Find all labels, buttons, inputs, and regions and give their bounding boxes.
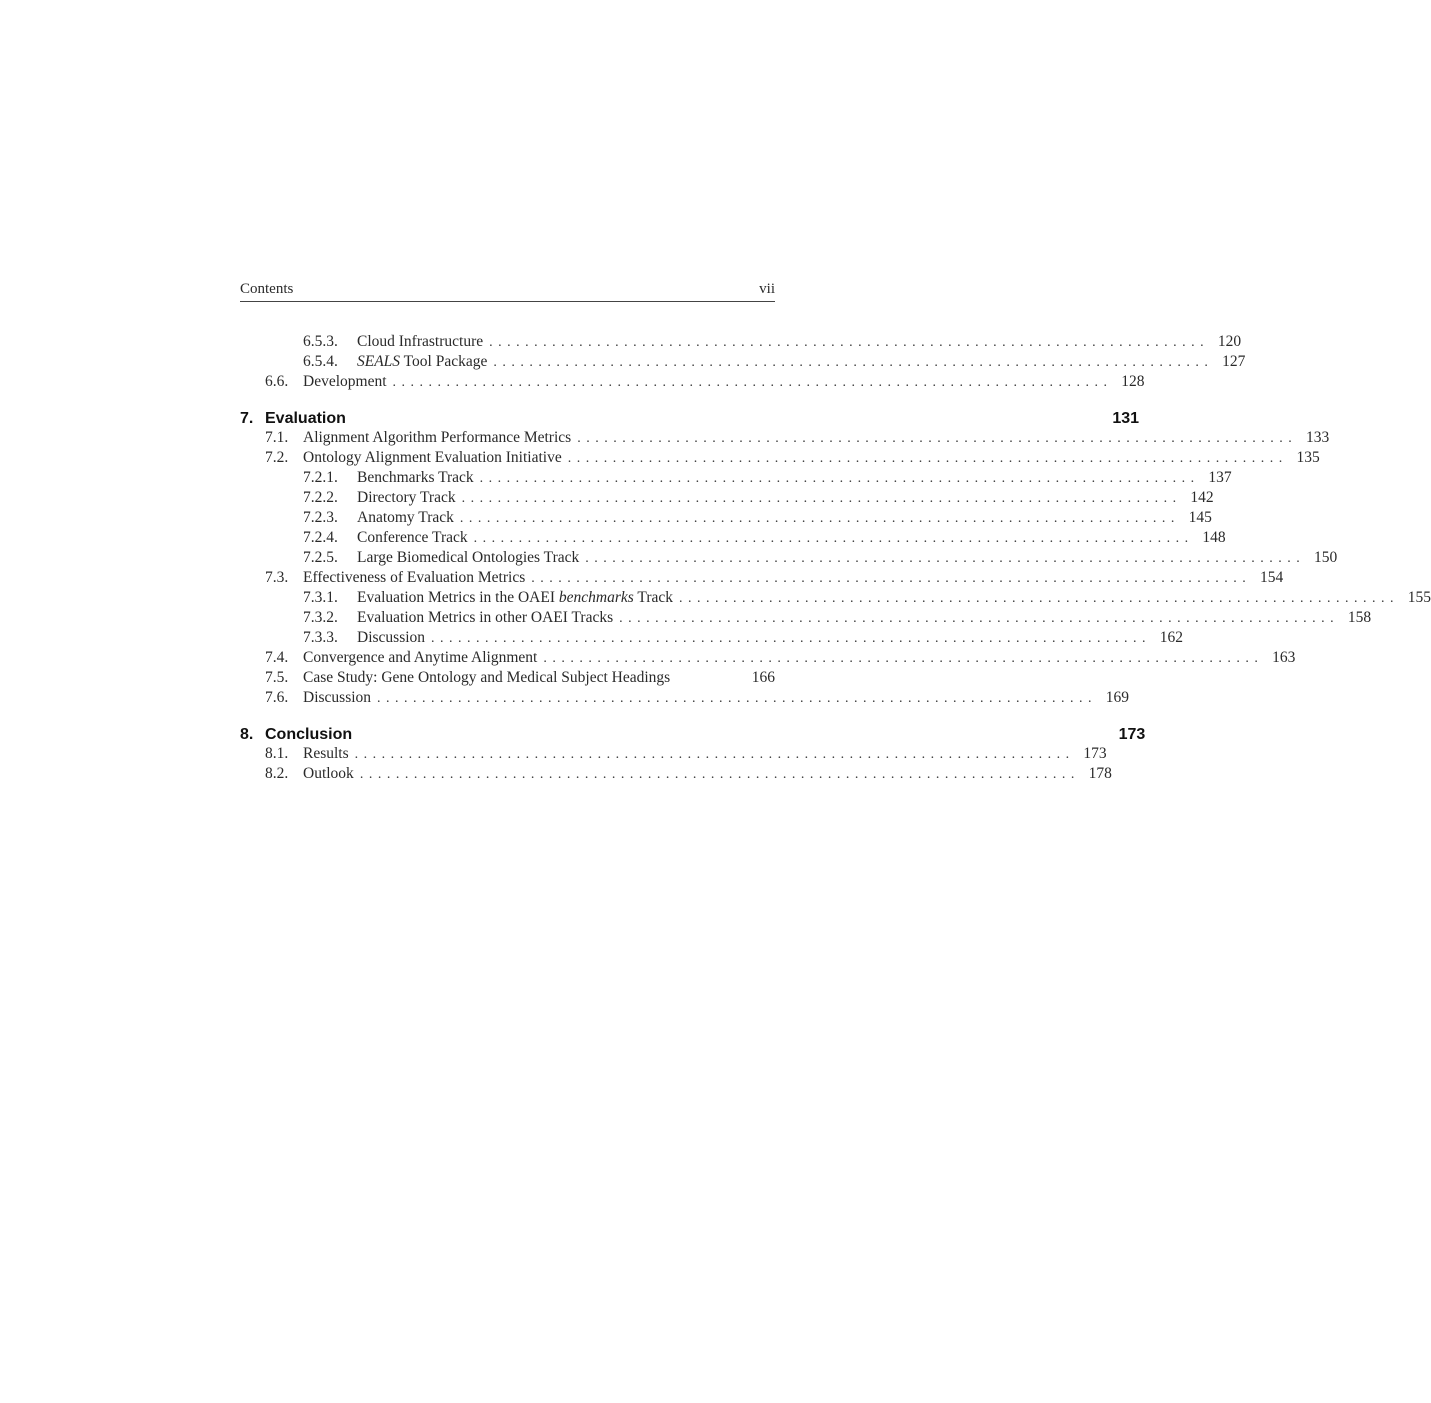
toc-title-emphasis: SEALS [357,353,401,370]
toc-page-number: 137 [1208,469,1232,486]
toc-entry[interactable] [265,448,1320,468]
toc-number: 7.2. [265,449,289,466]
toc-number: 8.1. [265,745,289,762]
toc-number: 7.3.2. [303,609,338,626]
toc-title: SEALS Tool Package [357,353,488,370]
toc-title: Evaluation Metrics in the OAEI benchmarks Track [357,589,673,606]
toc-entry[interactable] [265,764,1112,784]
toc-entry[interactable] [265,428,1330,448]
dot-leader: ................................................................................ [679,591,1399,606]
toc-entry[interactable] [265,372,1145,392]
toc-number: 7. [240,410,254,427]
toc-entry[interactable] [303,468,1232,488]
running-header [240,281,775,302]
dot-leader: ................................................................................ [619,611,1340,626]
toc-number: 6.5.3. [303,333,338,350]
toc-entry[interactable] [265,648,1296,668]
toc-page-number: 127 [1222,353,1246,370]
toc-title: Conference Track [357,529,468,546]
toc-number: 7.6. [265,689,289,706]
toc-number: 8. [240,726,254,743]
toc-entry[interactable] [265,688,1130,708]
toc-title: Cloud Infrastructure [357,333,484,350]
toc-page-number: 145 [1188,509,1212,526]
toc-chapter[interactable] [240,724,1146,744]
toc-page-number: 133 [1305,429,1330,446]
toc-title: Convergence and Anytime Alignment [303,649,538,666]
toc-chapter[interactable] [240,408,1140,428]
toc-entry[interactable] [303,608,1372,628]
toc-number: 7.3. [265,569,289,586]
toc-title: Alignment Algorithm Performance Metrics [303,429,572,446]
toc-entry[interactable] [303,628,1184,648]
toc-entry[interactable] [303,528,1226,548]
toc-page-number: 148 [1202,529,1226,546]
toc-entry[interactable] [303,548,1338,568]
toc-page-number: 158 [1347,609,1372,626]
toc-title: Anatomy Track [357,509,454,526]
dot-leader: ................................................................................ [479,471,1200,486]
toc-title: Directory Track [357,489,456,506]
dot-leader: ................................................................................ [585,551,1306,566]
toc-page-number: 131 [1112,410,1140,427]
dot-leader: ................................................................................ [531,571,1252,586]
dot-leader: ................................................................................ [459,511,1180,526]
dot-leader: ................................................................................ [543,651,1264,666]
toc-title: Large Biomedical Ontologies Track [357,549,580,566]
dot-leader: ................................................................................ [431,631,1152,646]
toc-page-number: 142 [1190,489,1214,506]
toc-page-number: 135 [1296,449,1320,466]
toc-entry[interactable] [303,508,1212,528]
toc-number: 7.1. [265,429,289,446]
toc-page-number: 173 [1118,726,1146,743]
toc-title: Evaluation Metrics in other OAEI Tracks [357,609,614,626]
dot-leader: ................................................................................ [567,451,1288,466]
toc-page-number: 155 [1407,589,1431,606]
toc-title-emphasis: benchmarks [558,589,634,606]
toc-entry[interactable] [303,488,1214,508]
toc-number: 8.2. [265,765,289,782]
running-header-title: Contents [240,281,294,297]
toc-entry[interactable] [303,352,1246,372]
toc-page-number: 150 [1314,549,1338,566]
toc-title: Development [303,373,387,390]
dot-leader: ................................................................................ [359,767,1080,782]
toc-number: 7.5. [265,669,289,686]
toc-title: Benchmarks Track [357,469,474,486]
toc-number: 7.2.3. [303,509,338,526]
dot-leader: ................................................................................ [473,531,1194,546]
toc-page-number: 178 [1088,765,1112,782]
toc-entry[interactable] [303,332,1242,352]
toc-number: 7.2.4. [303,529,338,546]
toc-title: Ontology Alignment Evaluation Initiative [303,449,562,466]
dot-leader: ................................................................................ [392,375,1113,390]
toc-title: Discussion [303,689,372,706]
toc-title: Results [303,745,349,762]
toc-page-number: 173 [1083,745,1107,762]
toc-title: Case Study: Gene Ontology and Medical Subject Headings [303,669,671,686]
toc-title: Evaluation [265,410,346,427]
dot-leader: ................................................................................ [354,747,1075,762]
toc-page-number: 169 [1105,689,1130,706]
toc-page-number: 162 [1159,629,1184,646]
toc-number: 7.4. [265,649,289,666]
toc-number: 7.2.5. [303,549,338,566]
toc-title: Effectiveness of Evaluation Metrics [303,569,526,586]
dot-leader: ................................................................................ [377,691,1098,706]
toc-page-number: 120 [1217,333,1242,350]
toc-page-number: 154 [1260,569,1284,586]
toc-page-number: 166 [751,669,775,686]
toc-entry[interactable] [265,568,1284,588]
dot-leader: ................................................................................ [489,335,1210,350]
toc-number: 6.6. [265,373,289,390]
toc-page-number: 128 [1121,373,1145,390]
dot-leader: ................................................................................ [577,431,1298,446]
toc-number: 7.2.1. [303,469,338,486]
toc-title: Outlook [303,765,354,782]
toc-number: 6.5.4. [303,353,338,370]
toc-entry[interactable] [265,668,775,688]
toc-title: Discussion [357,629,426,646]
toc-title: Conclusion [265,726,353,743]
toc-number: 7.3.3. [303,629,338,646]
toc-entry[interactable] [265,744,1107,764]
toc-number: 7.2.2. [303,489,338,506]
dot-leader: ................................................................................ [493,355,1214,370]
toc-page-number: 163 [1272,649,1296,666]
toc-number: 7.3.1. [303,589,338,606]
dot-leader: ................................................................................ [461,491,1182,506]
toc-entry[interactable] [303,588,1431,608]
page-number: vii [759,281,775,297]
